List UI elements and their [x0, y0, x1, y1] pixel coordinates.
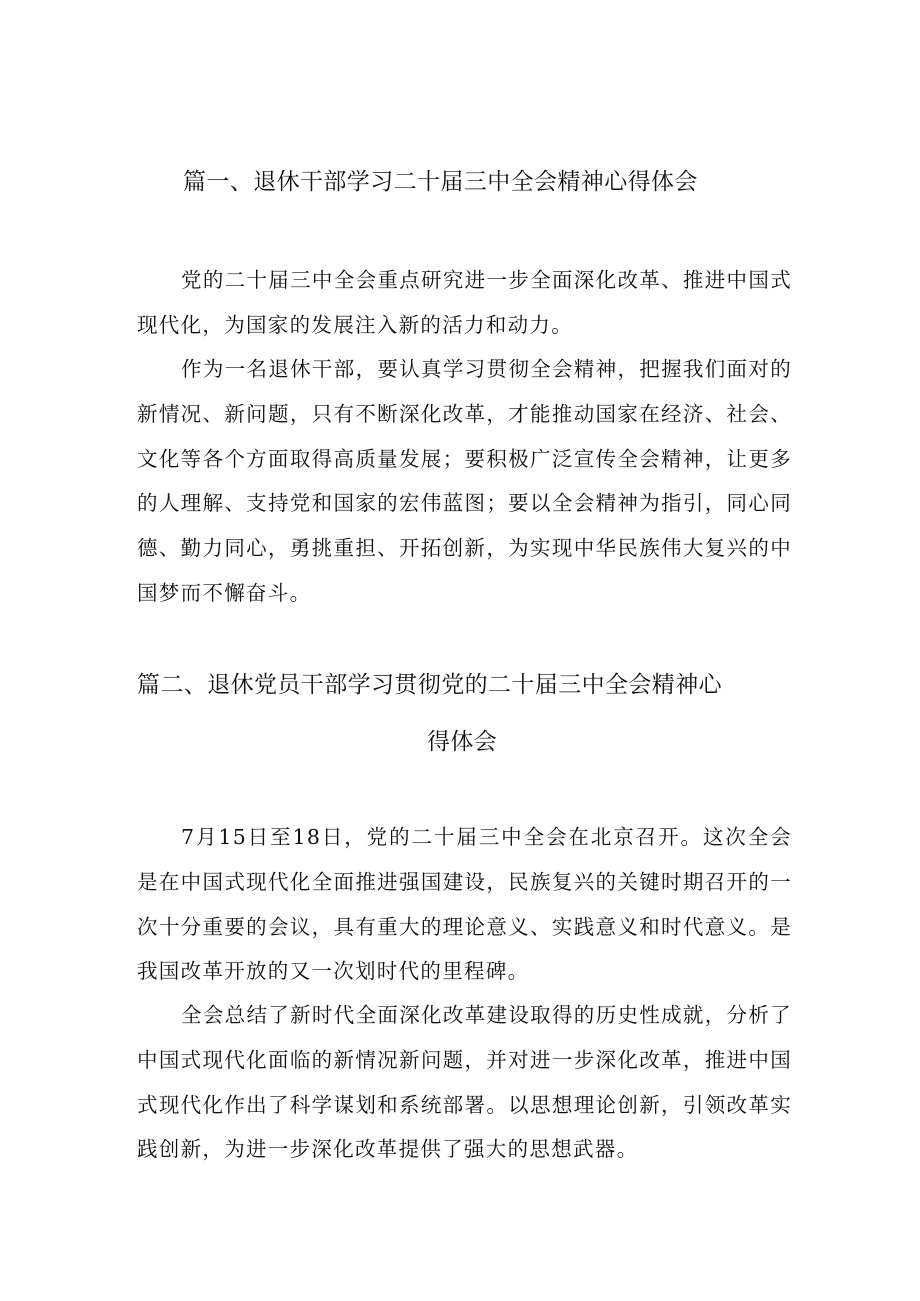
section2-paragraph-2: 全会总结了新时代全面深化改革建设取得的历史性成就，分析了中国式现代化面临的新情况新问题，并对进一步深化改革，推进中国式现代化作出了科学谋划和系统部署。以思想理论创新，引领改革实践创新，为进一步深化改革提供了强大的思想武器。 [137, 1003, 792, 1162]
section1-paragraph-2: 作为一名退休干部，要认真学习贯彻全会精神，把握我们面对的新情况、新问题，只有不断深化改革，才能推动国家在经济、社会、文化等各个方面取得高质量发展；要积极广泛宣传全会精神，让更多的人理解、支持党和国家的宏伟蓝图；要以全会精神为指引，同心同德、勤力同心，勇挑重担、开拓创新，为实现中华民族伟大复兴的中国梦而不懈奋斗。 [137, 357, 792, 605]
section1-paragraph-1: 党的二十届三中全会重点研究进一步全面深化改革、推进中国式现代化，为国家的发展注入新的活力和动力。 [137, 268, 792, 337]
section2-title-line1: 篇二、退休党员干部学习贯彻党的二十届三中全会精神心 [137, 672, 722, 698]
section1-title: 篇一、退休干部学习二十届三中全会精神心得体会 [183, 169, 698, 195]
section2-paragraph-1: 7月15日至18日，党的二十届三中全会在北京召开。这次全会是在中国式现代化全面推进强国建设，民族复兴的关键时期召开的一次十分重要的会议，具有重大的理论意义、实践意义和时代意义。是我国改革开放的又一次划时代的里程碑。 [137, 825, 792, 984]
section2-title-line2: 得体会 [427, 729, 498, 755]
